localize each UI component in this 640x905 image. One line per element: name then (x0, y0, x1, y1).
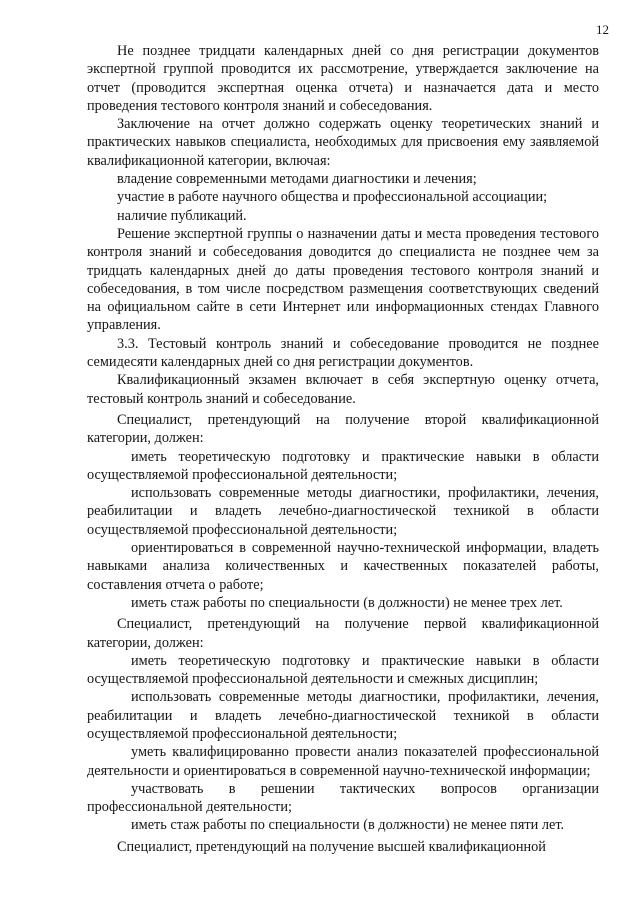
list-item: использовать современные методы диагностики, профилактики, лечения, реабилитации и владеть лечебно-диагностической техникой в области осуществляемой профессиональной деятельности; (87, 485, 599, 538)
list-item: иметь теоретическую подготовку и практические навыки в области осуществляемой профессиональной деятельности и смежных дисциплин; (87, 652, 599, 688)
paragraph: Решение экспертной группы о назначении даты и места проведения тестового контроля знаний и собеседования доводится до специалиста не позднее чем за тридцать календарных дней до даты проведения тестового контроля знаний и собеседования, в том числе посредством размещения соответствующих сведений на официальном сайте в сети Интернет или информационных стендах Главного управления. (87, 225, 599, 334)
list-item: ориентироваться в современной научно-технической информации, владеть навыками анализа количественных и качественных показателей работы, составления отчета о работе; (87, 540, 599, 593)
paragraph: Не позднее тридцати календарных дней со дня регистрации документов экспертной группой проводится их рассмотрение, утверждается заключение на отчет (проводится экспертная оценка отчета) и назначается дата и место проведения тестового контроля знаний и собеседования. (87, 43, 599, 114)
paragraph: 3.3. Тестовый контроль знаний и собеседование проводится не позднее семидесяти календарных дней со дня регистрации документов. (87, 335, 599, 371)
list-item: иметь стаж работы по специальности (в должности) не менее пяти лет. (131, 817, 565, 834)
list-item: наличие публикаций. (117, 207, 247, 224)
list-item: уметь квалифицированно провести анализ показателей профессиональной деятельности и ориентироваться в современной научно-технической информации; (87, 744, 599, 779)
paragraph: Квалификационный экзамен включает в себя экспертную оценку отчета, тестовый контроль знаний и собеседование. (87, 372, 599, 407)
paragraph: Специалист, претендующий на получение первой квалификационной категории, должен: (87, 616, 599, 651)
list-item: участие в работе научного общества и профессиональной ассоциации; (117, 189, 548, 206)
paragraph: Специалист, претендующий на получение второй квалификационной категории, должен: (87, 411, 599, 447)
list-item: участвовать в решении тактических вопросов организации профессиональной деятельности; (87, 780, 599, 816)
list-item: использовать современные методы диагностики, профилактики, лечения, реабилитации и владеть лечебно-диагностической техникой в области осуществляемой профессиональной деятельности; (87, 689, 599, 742)
page-number: 12 (596, 22, 609, 37)
paragraph: Специалист, претендующий на получение высшей квалификационной (117, 838, 546, 855)
list-item: иметь теоретическую подготовку и практические навыки в области осуществляемой профессиональной деятельности; (87, 448, 599, 483)
list-item: иметь стаж работы по специальности (в должности) не менее трех лет. (131, 594, 563, 611)
document-body (87, 42, 599, 856)
list-item: владение современными методами диагностики и лечения; (117, 171, 477, 188)
paragraph: Заключение на отчет должно содержать оценку теоретических знаний и практических навыков специалиста, необходимых для присвоения ему заявляемой квалификационной категории, включая: (87, 116, 599, 169)
